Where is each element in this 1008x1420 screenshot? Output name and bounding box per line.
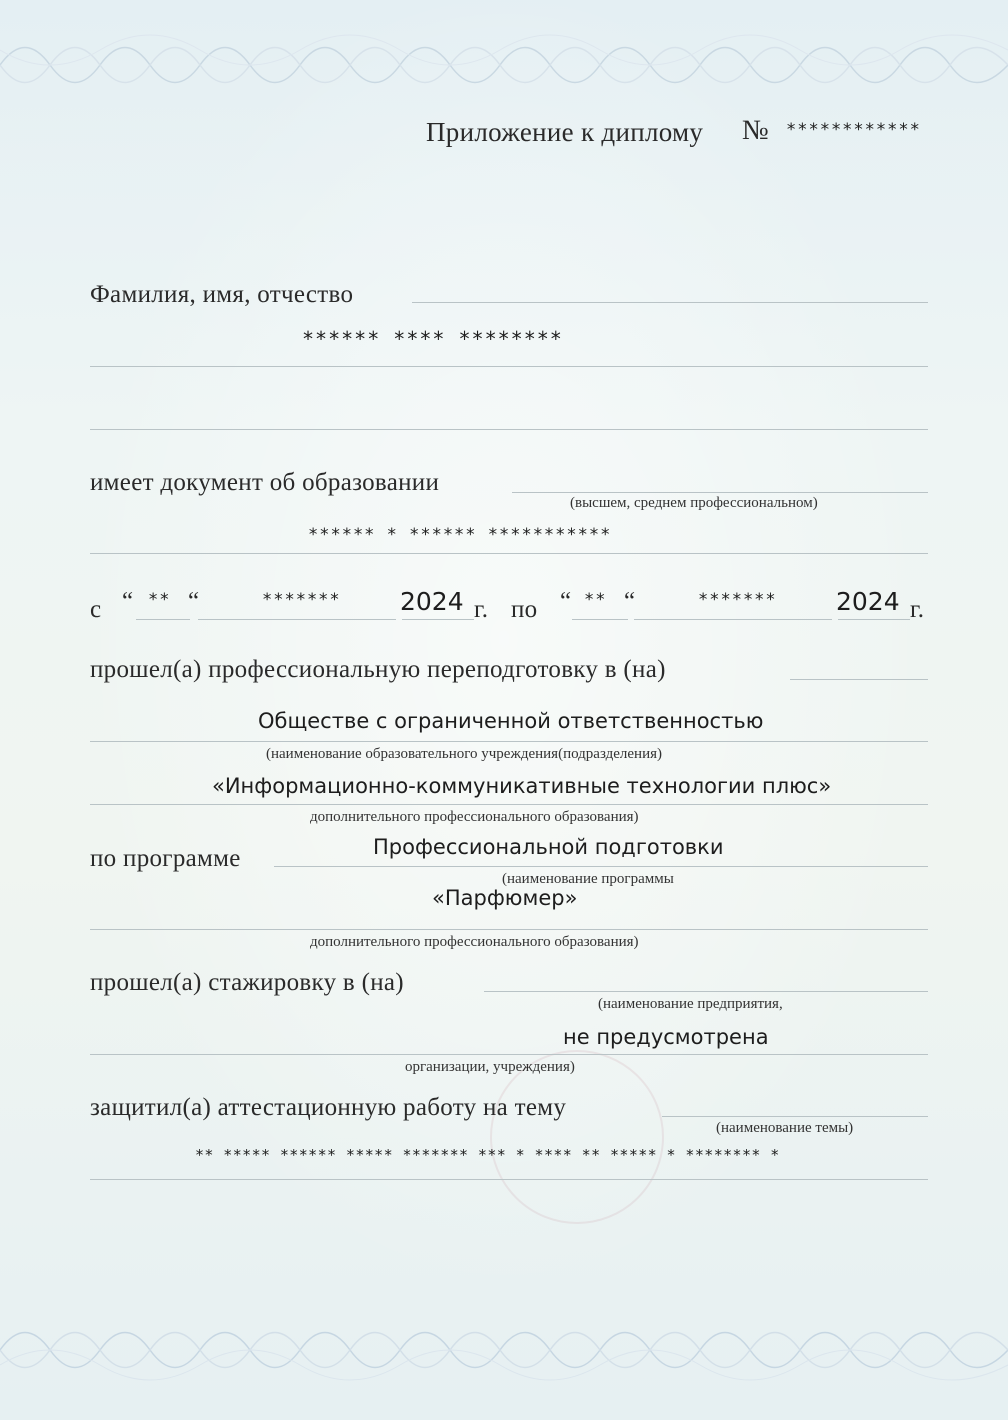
document-title: Приложение к диплому xyxy=(426,117,704,147)
education-caption: (высшем, среднем профессиональном) xyxy=(570,495,818,511)
education-value: ****** * ****** *********** xyxy=(308,525,612,545)
guilloche-bottom-ornament xyxy=(0,1315,1008,1385)
thesis-caption: (наименование темы) xyxy=(716,1120,854,1136)
date-from-month-line xyxy=(198,619,396,620)
internship-line-2 xyxy=(90,1054,928,1055)
date-to-day: ** xyxy=(584,590,607,610)
date-from-year-suffix: г. xyxy=(474,596,489,623)
program-value-line2: «Парфюмер» xyxy=(432,886,578,910)
date-from-quote-open: “ xyxy=(122,588,134,615)
date-to-year-line xyxy=(838,619,910,620)
program-label: по программе xyxy=(90,845,241,872)
thesis-value: ** ***** ****** ***** ******* *** * **** ** ***** * ******** * xyxy=(195,1146,780,1164)
date-to-month: ******* xyxy=(698,590,777,610)
date-to-quote-close: “ xyxy=(624,588,636,615)
fio-line-2 xyxy=(90,366,928,367)
fio-line-1 xyxy=(412,302,928,303)
date-to-month-line xyxy=(634,619,832,620)
date-from-day-line xyxy=(136,619,190,620)
internship-value: не предусмотрена xyxy=(563,1025,769,1049)
faint-stamp-seal xyxy=(490,1050,664,1224)
program-caption2: дополнительного профессионального образования) xyxy=(310,934,639,950)
retraining-line-1 xyxy=(90,741,928,742)
retraining-caption2: дополнительного профессионального образования) xyxy=(310,809,639,825)
program-value-line1: Профессиональной подготовки xyxy=(373,835,724,859)
date-to-quote-open: “ xyxy=(560,588,572,615)
date-from-year: 2024 xyxy=(400,587,464,616)
internship-label: прошел(а) стажировку в (на) xyxy=(90,969,404,996)
program-caption1: (наименование программы xyxy=(502,871,674,887)
education-label: имеет документ об образовании xyxy=(90,469,440,496)
retraining-line-2 xyxy=(90,804,928,805)
diploma-number: ************ xyxy=(786,120,921,140)
date-to-prefix: по xyxy=(511,596,538,623)
date-from-day: ** xyxy=(148,590,171,610)
thesis-line-2 xyxy=(90,1179,928,1180)
date-from-month: ******* xyxy=(262,590,341,610)
education-line-1 xyxy=(512,492,928,493)
retraining-value-line2: «Информационно-коммуникативные технологии плюс» xyxy=(212,774,832,798)
program-line-1 xyxy=(274,866,928,867)
date-from-prefix: с xyxy=(90,596,102,623)
fio-line-3 xyxy=(90,429,928,430)
fio-value: ****** **** ******** xyxy=(302,327,563,351)
date-from-quote-close: “ xyxy=(188,588,200,615)
thesis-label: защитил(а) аттестационную работу на тему xyxy=(90,1094,567,1121)
program-line-2 xyxy=(90,929,928,930)
retraining-value-line1: Обществе с ограниченной ответственностью xyxy=(258,709,764,733)
date-to-year-suffix: г. xyxy=(910,596,925,623)
internship-caption2: организации, учреждения) xyxy=(405,1059,575,1075)
retraining-label: прошел(а) профессиональную переподготовку в (на) xyxy=(90,656,666,683)
thesis-line-1 xyxy=(662,1116,928,1117)
date-to-day-line xyxy=(572,619,628,620)
guilloche-top-ornament xyxy=(0,30,1008,100)
retraining-caption1: (наименование образовательного учреждения(подразделения) xyxy=(266,746,662,762)
education-line-2 xyxy=(90,553,928,554)
fio-label: Фамилия, имя, отчество xyxy=(90,281,354,308)
date-to-year: 2024 xyxy=(836,587,900,616)
number-sign: № xyxy=(742,115,770,146)
internship-caption1: (наименование предприятия, xyxy=(598,996,783,1012)
internship-line-1 xyxy=(484,991,928,992)
retraining-line-0 xyxy=(790,679,928,680)
date-from-year-line xyxy=(402,619,474,620)
